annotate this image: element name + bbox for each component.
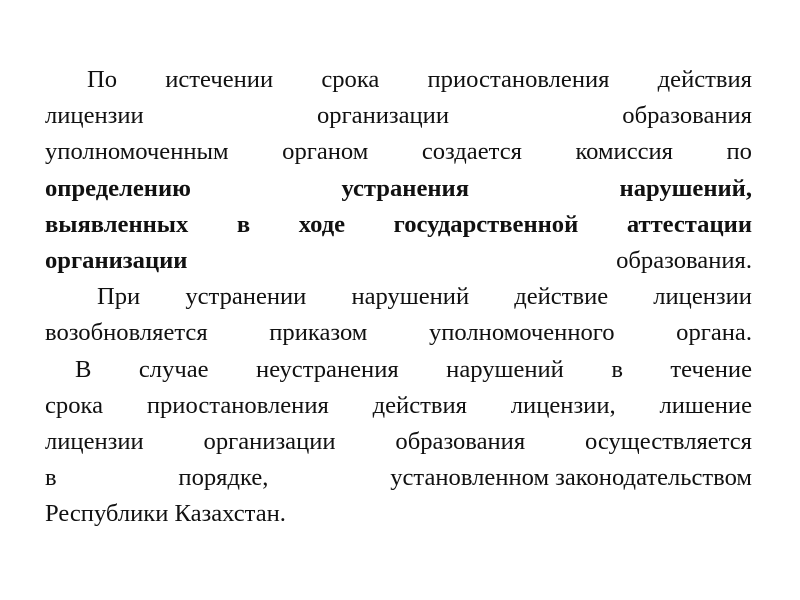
word: порядке, [178,464,269,492]
bold-word: ходе [298,210,346,238]
text-line-13 [45,496,752,532]
word: лицензии [45,427,144,455]
bold-word: организации [45,246,188,274]
bold-word: в [236,210,251,238]
word: По [87,66,118,93]
word: нарушений [446,355,564,383]
word: лицензии [653,283,752,311]
bold-word: аттестации [626,210,752,238]
word: лицензии [45,102,144,130]
text-line-7 [45,279,752,315]
text-line-12 [45,460,752,496]
word: уполномоченным [45,138,229,166]
word: уполномоченного [428,319,615,347]
bold-word: выявленных [45,210,189,238]
word: приостановления [146,391,329,419]
word: в [45,464,57,492]
word: осуществляется [584,427,752,455]
text-line-1 [45,62,752,98]
word: возобновляется [45,319,208,347]
text-line-4 [45,171,752,207]
text-line-8 [45,315,752,351]
word: по [726,138,752,166]
text-line-5 [45,207,752,243]
word: неустранения [256,355,399,383]
body-text [45,62,752,532]
word: органом [282,138,369,166]
text-line-2 [45,98,752,134]
word: установленном законодательством [390,464,752,492]
word: лицензии, [510,391,616,419]
text-line-11 [45,424,752,460]
word: действие [514,283,609,311]
word: срока [321,66,380,93]
word: создается [421,138,522,166]
word: приостановления [427,66,610,93]
word: срока [45,391,104,419]
word: нарушений [351,283,470,311]
word: течение [670,355,752,383]
text-line-9 [45,352,752,388]
word: Республики Казахстан. [45,500,286,528]
word: органа. [676,319,752,347]
text-line-10 [45,388,752,424]
text-line-3 [45,134,752,170]
bold-word: определению [45,174,191,202]
word: образования [395,427,526,455]
word: в [611,355,623,383]
word: устранении [185,283,307,311]
word: организации [203,427,336,455]
word: При [97,283,141,311]
word: В [75,355,92,383]
bold-word: устранения [341,174,470,202]
word: случае [138,355,209,383]
word: организации [316,102,450,130]
word: образования. [616,246,752,274]
word: действия [372,391,467,419]
bold-word: нарушений, [619,174,752,202]
word: приказом [269,319,368,347]
word: лишение [659,391,752,419]
text-line-6 [45,243,752,279]
word: комиссия [575,138,673,166]
word: истечении [165,66,274,93]
bold-word: государственной [393,210,579,238]
word: действия [657,66,752,93]
word: образования [622,102,752,130]
